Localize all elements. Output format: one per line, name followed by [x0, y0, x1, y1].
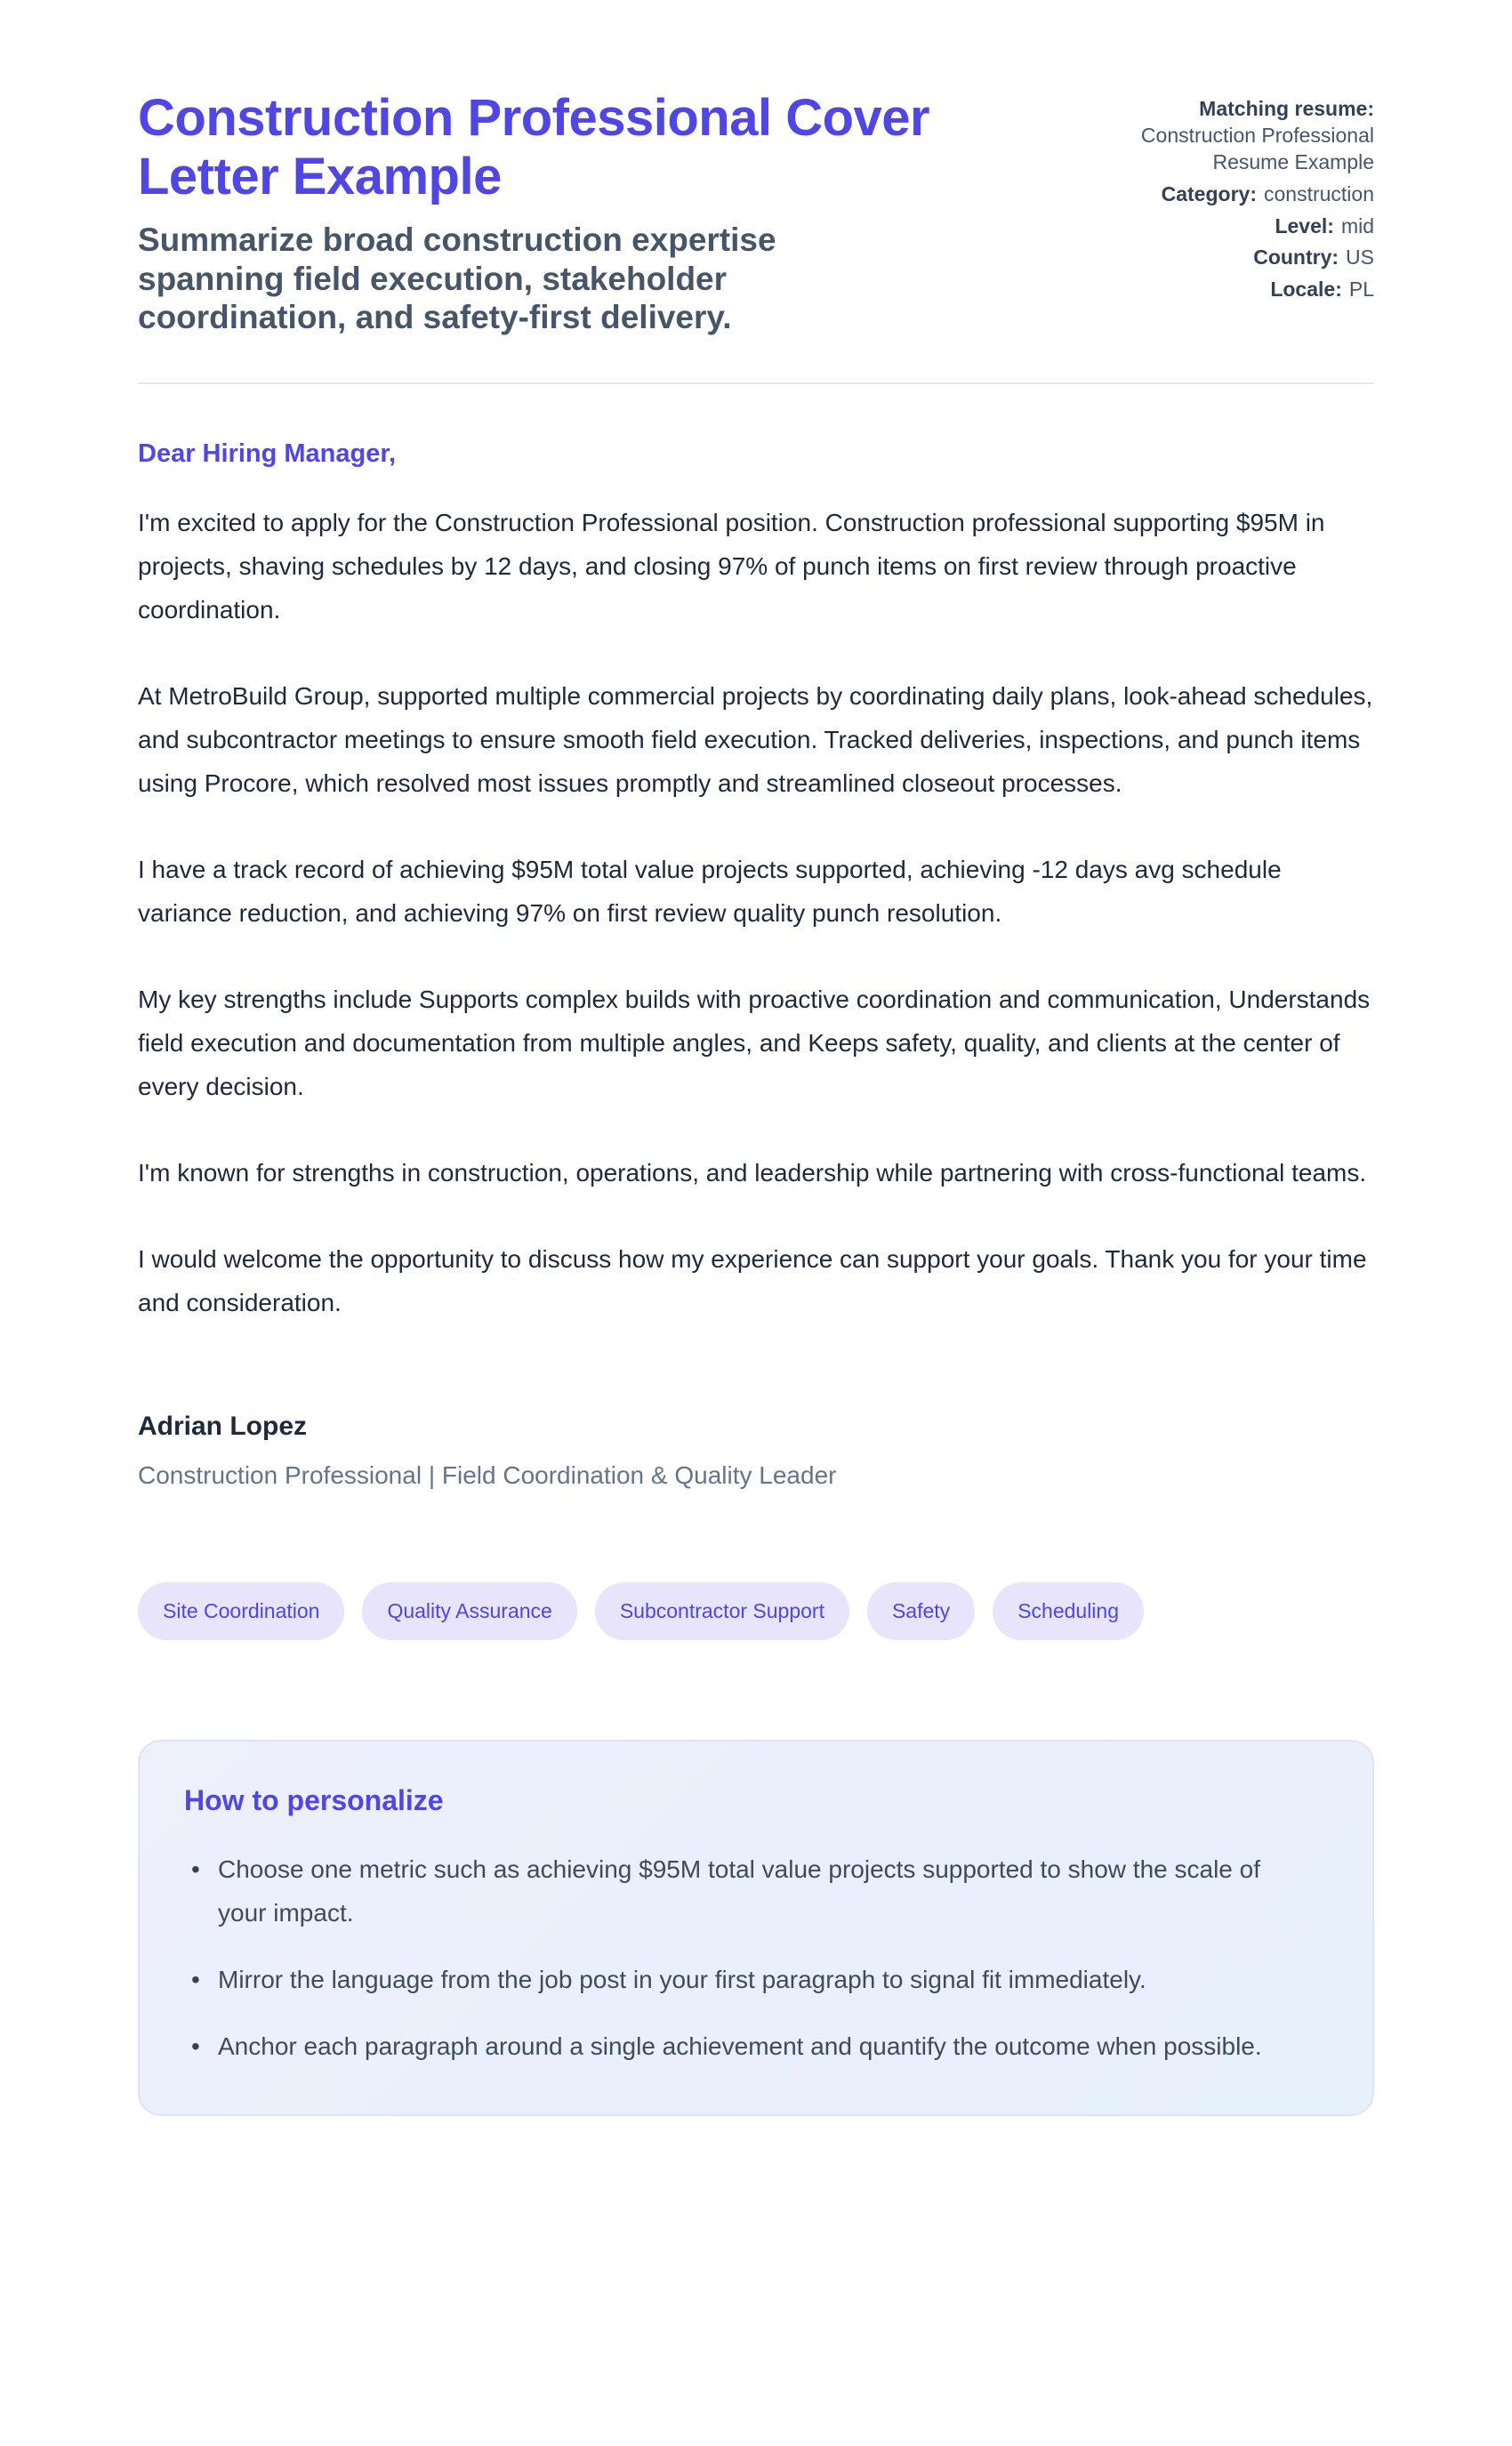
skill-tags — [138, 1582, 1374, 1640]
meta-category-label: Category: — [1161, 181, 1257, 205]
meta-locale-label: Locale: — [1270, 278, 1342, 302]
meta-country-label: Country: — [1253, 245, 1339, 270]
meta-locale-value: PL — [1348, 278, 1374, 302]
meta-category-value: construction — [1263, 181, 1374, 205]
signature-role: Construction Professional | Field Coordination & Quality Leader — [138, 1461, 837, 1490]
letter-greeting: Dear Hiring Manager, — [138, 439, 397, 469]
header-title-block — [138, 89, 1063, 336]
meta-matching-resume — [1090, 96, 1374, 176]
meta-matching-resume-label: Matching resume: — [1199, 97, 1374, 120]
letter-paragraph-3: I have a track record of achieving $95M total value projects supported, achieving -12 days avg schedule variance reduction, and achieving 97% on first review quality punch resolution. — [138, 856, 1282, 928]
resume-meta-block — [1090, 89, 1374, 309]
meta-country-value: US — [1346, 245, 1374, 270]
page-subtitle: Summarize broad construction expertise spanning field execution, stakeholder coordination, and safety-first delivery. — [138, 221, 776, 335]
meta-level — [1090, 213, 1374, 240]
personalize-heading: How to personalize — [184, 1784, 444, 1817]
page-title: Construction Professional Cover Letter Example — [138, 89, 930, 206]
personalize-bullet-2: • Mirror the language from the job post in your first paragraph to signal fit immediately. — [184, 1958, 1296, 2001]
tag-scheduling: Scheduling — [993, 1582, 1144, 1640]
meta-country — [1090, 245, 1374, 271]
letter-paragraph-4: My key strengths include Supports complex builds with proactive coordination and communication, Understands field execution and documentation from multiple angles, and Keeps safety, quality, and clients at the center of every decision. — [138, 986, 1371, 1101]
tag-site-coordination: Site Coordination — [138, 1582, 344, 1640]
tag-quality-assurance: Quality Assurance — [362, 1582, 576, 1640]
letter-paragraph-6: I would welcome the opportunity to discuss how my experience can support your goals. Thank you for your time and consideration. — [138, 1245, 1367, 1317]
header-divider — [138, 382, 1374, 384]
meta-level-label: Level: — [1275, 213, 1334, 237]
cover-letter-body — [138, 439, 1374, 1490]
letter-paragraph-5: I'm known for strengths in construction, operations, and leadership while partnering with cross-functional teams. — [138, 1159, 1367, 1187]
meta-category — [1090, 181, 1374, 208]
signature-name: Adrian Lopez — [138, 1412, 308, 1442]
meta-locale — [1090, 277, 1374, 303]
personalize-bullet-1: • Choose one metric such as achieving $95M total value projects supported to show the scale of your impact. — [184, 1847, 1296, 1935]
how-to-personalize-box — [138, 1740, 1374, 2116]
tag-safety: Safety — [867, 1582, 975, 1640]
letter-paragraph-2: At MetroBuild Group, supported multiple commercial projects by coordinating daily plans, look-ahead schedules, and subcontractor meetings to ensure smooth field execution. Tracked deliveries, inspections, and punch items using Procore, which resolved most issues promptly and streamlined closeout processes. — [138, 682, 1373, 798]
meta-level-value: mid — [1340, 213, 1374, 237]
personalize-bullet-list — [184, 1847, 1328, 2068]
meta-matching-resume-value: Construction Professional Resume Example — [1140, 123, 1374, 173]
tag-subcontractor-support: Subcontractor Support — [595, 1582, 849, 1640]
letter-paragraph-1: I'm excited to apply for the Construction Professional position. Construction professional supporting $95M in projects, shaving schedules by 12 days, and closing 97% of punch items on first review through proactive coordination. — [138, 509, 1325, 624]
page-header — [138, 89, 1374, 336]
personalize-bullet-3: • Anchor each paragraph around a single achievement and quantify the outcome when possible. — [184, 2024, 1296, 2068]
